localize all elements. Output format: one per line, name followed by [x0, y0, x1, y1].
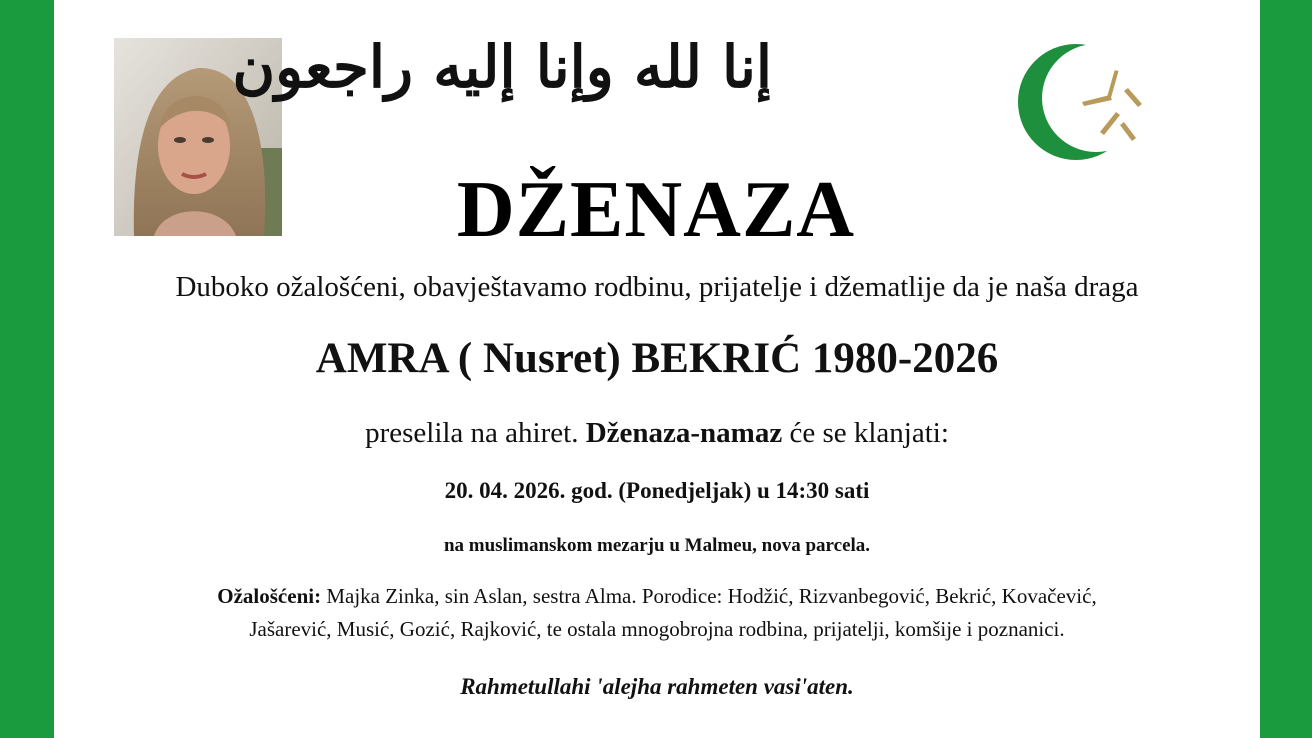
- deceased-name: AMRA ( Nusret) BEKRIĆ 1980-2026: [315, 335, 999, 382]
- prayer-suffix: će se klanjati:: [782, 417, 949, 449]
- funeral-place: na muslimanskom mezarju u Malmeu, nova parcela.: [443, 535, 871, 556]
- right-green-border: [1260, 0, 1312, 738]
- prayer-prefix: preselila na ahiret.: [365, 417, 586, 449]
- closing-prayer: Rahmetullahi 'alejha rahmeten vasi'aten.: [460, 674, 854, 699]
- mourners-line-1-text: Majka Zinka, sin Aslan, sestra Alma. Porodice: Hodžić, Rizvanbegović, Bekrić, Kovačević,: [321, 584, 1097, 608]
- notice-title: DŽENAZA: [456, 166, 856, 254]
- intro-text: Duboko ožalošćeni, obavještavamo rodbinu, prijatelje i džematlije da je naša draga: [175, 271, 1139, 303]
- arabic-calligraphy: [232, 18, 772, 118]
- mourners-list: [54, 580, 1260, 646]
- mourners-line-1: [54, 580, 1260, 613]
- mourners-label: Ožalošćeni:: [217, 584, 322, 608]
- prayer-label: Dženaza-namaz: [585, 417, 783, 449]
- mourners-line-2: Jašarević, Musić, Gozić, Rajković, te ostala mnogobrojna rodbina, prijatelji, komšije i poznanici.: [249, 617, 1065, 641]
- funeral-datetime: 20. 04. 2026. god. (Ponedjeljak) u 14:30 sati: [444, 478, 870, 503]
- prayer-announcement: [54, 415, 1260, 451]
- calligraphy-text: إنا لله وإنا إليه راجعون: [232, 33, 772, 101]
- left-green-border: [0, 0, 54, 738]
- crescent-star-icon: [1016, 40, 1146, 166]
